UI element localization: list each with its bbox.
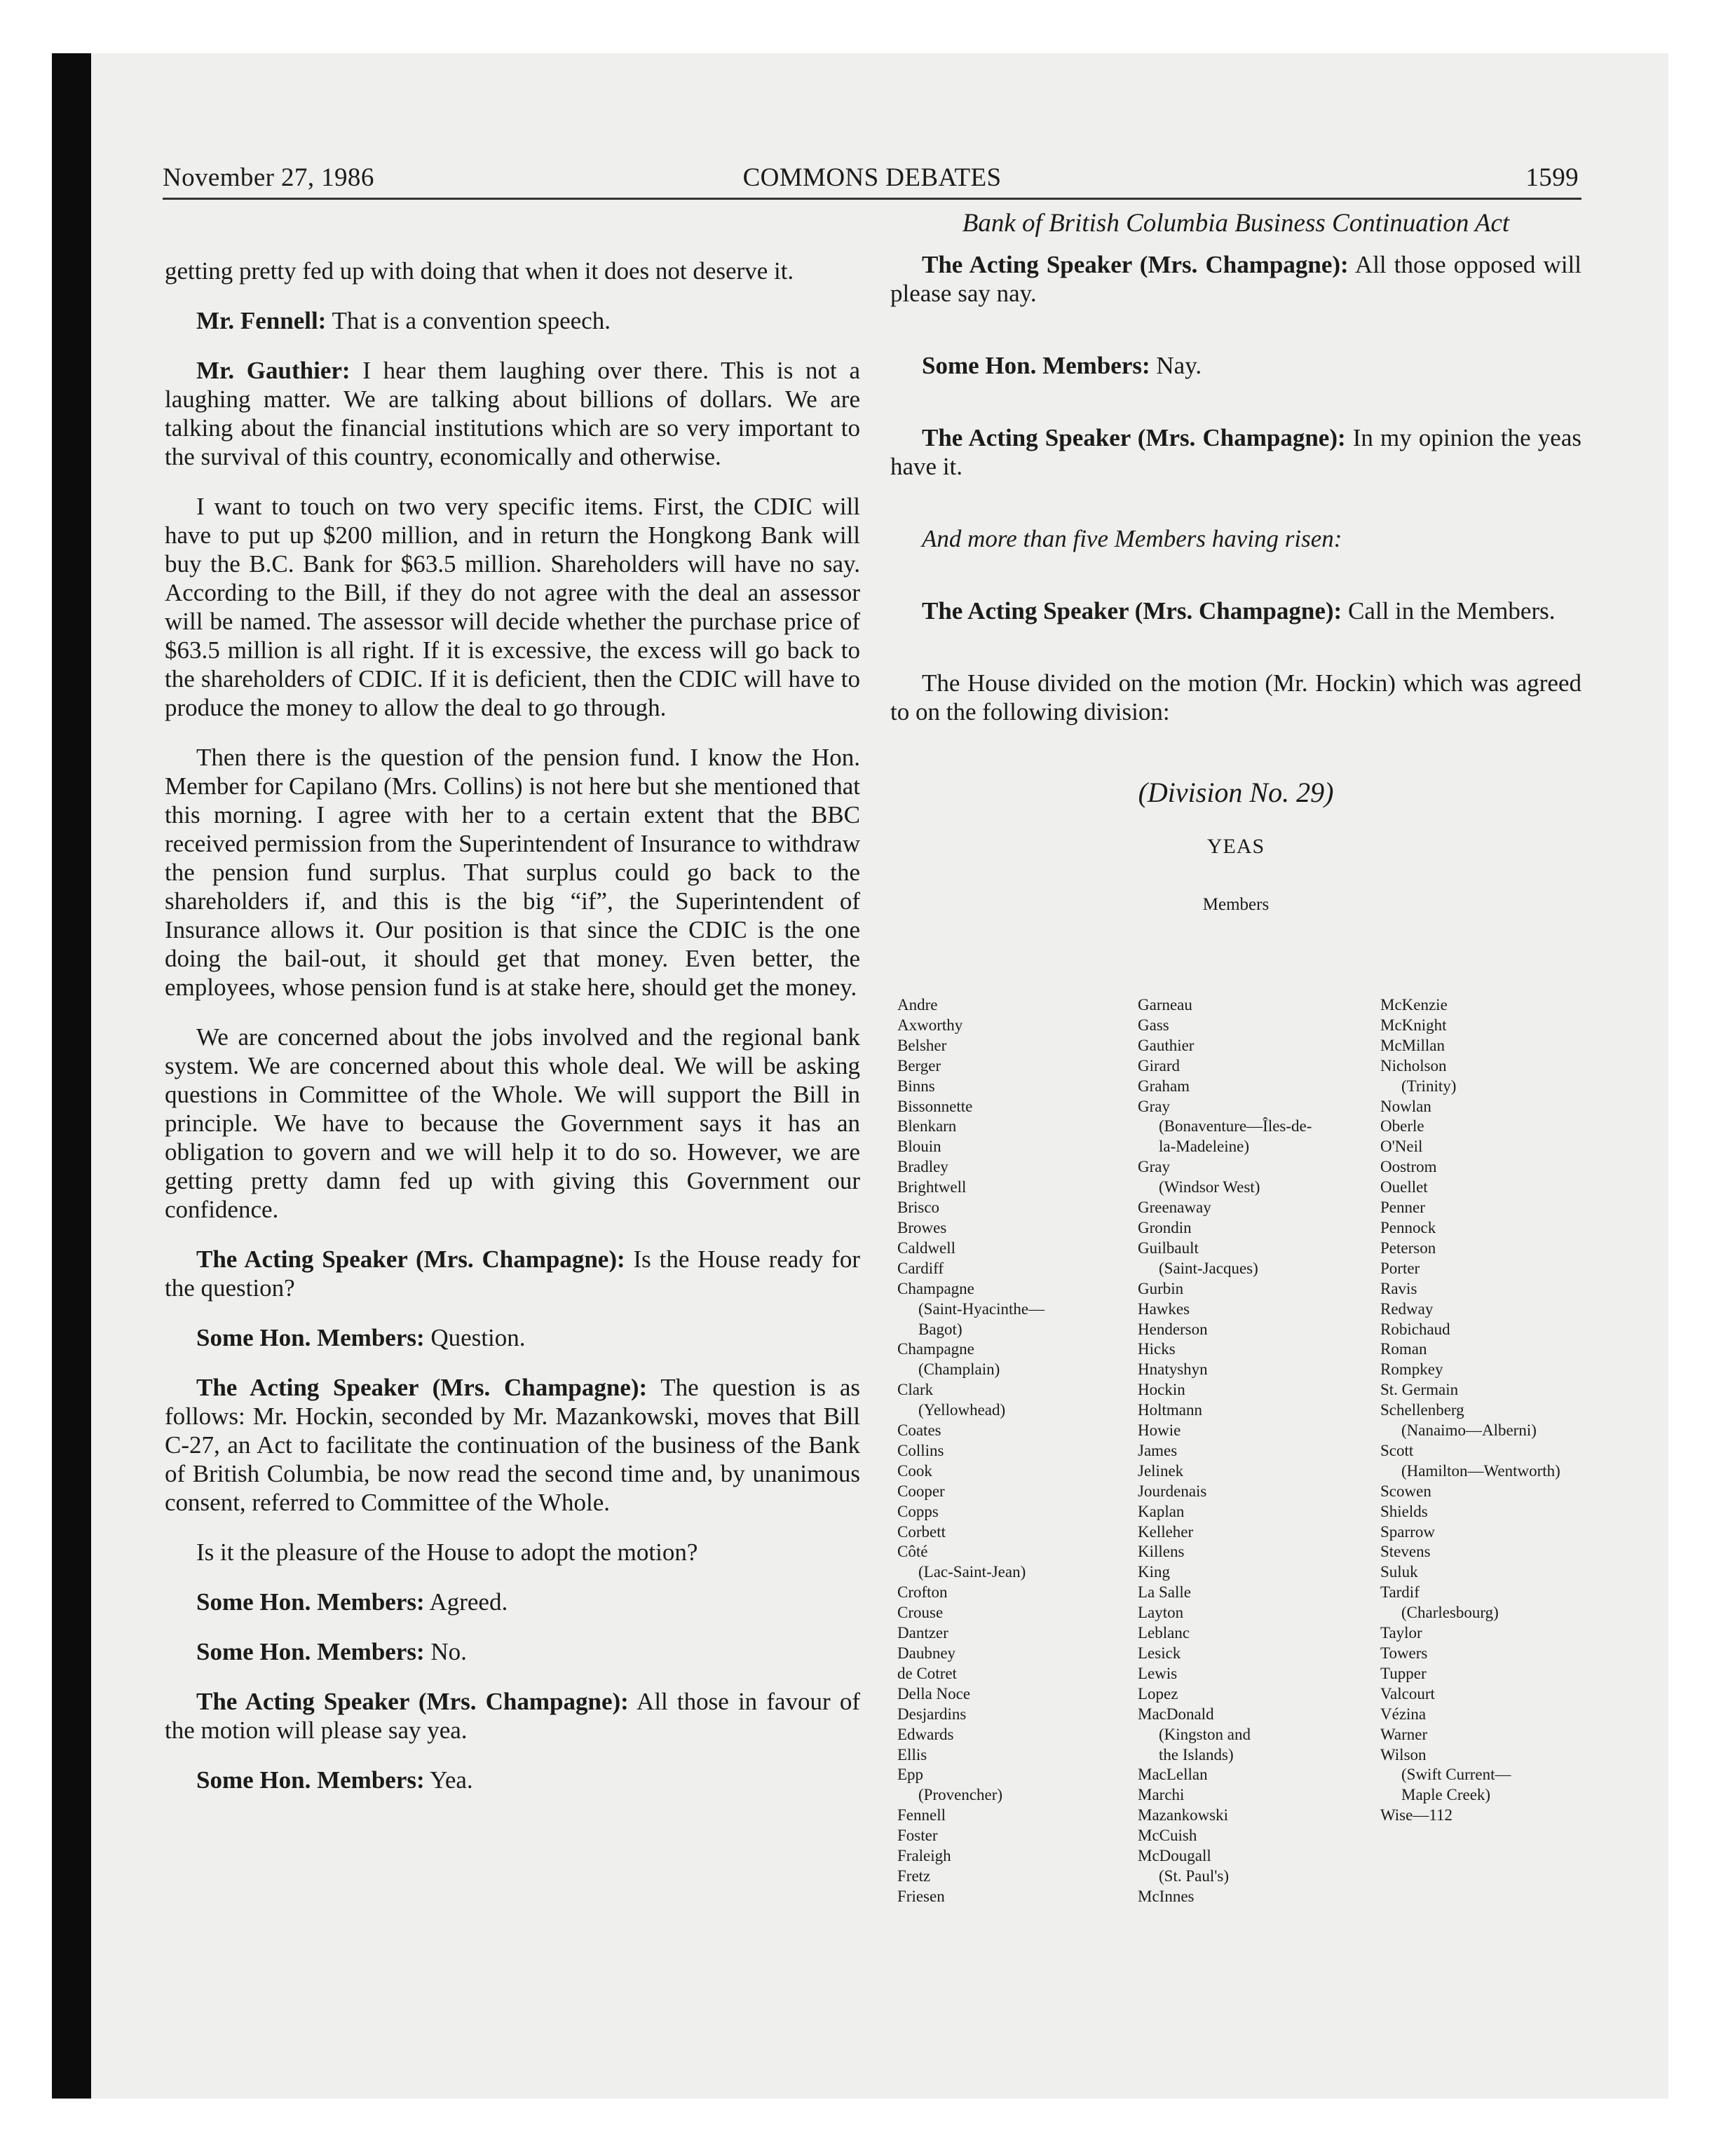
member-name: (Kingston and bbox=[1159, 1725, 1251, 1743]
member-name: Guilbault bbox=[1138, 1239, 1199, 1257]
members-heading: Members bbox=[1202, 895, 1270, 914]
member-name: the Islands) bbox=[1159, 1745, 1234, 1763]
speech: Agreed. bbox=[424, 1588, 508, 1616]
member-name: Layton bbox=[1138, 1604, 1184, 1622]
member-name: Gauthier bbox=[1138, 1036, 1195, 1054]
member-name: Bradley bbox=[897, 1158, 948, 1176]
member-name: la-Madeleine) bbox=[1159, 1138, 1249, 1156]
member-name: Ravis bbox=[1380, 1279, 1417, 1297]
paragraph: We are concerned about the jobs involved and the regional bank system. We are concerned about this whole deal. We will be asking questions in Committee of the Whole. We will support the Bill in principle. We have to because the Government says it has an obligation to govern and we will help it to do so. However, we are getting pretty damn fed up with giving this Government our confidence. bbox=[165, 1023, 860, 1223]
member-name: James bbox=[1138, 1441, 1178, 1459]
member-name: Roman bbox=[1380, 1340, 1427, 1358]
member-name: Côté bbox=[897, 1543, 928, 1561]
member-name: Fraleigh bbox=[897, 1847, 951, 1865]
paragraph bbox=[165, 1637, 860, 1666]
member-name: Copps bbox=[897, 1502, 939, 1520]
member-name: Caldwell bbox=[897, 1239, 956, 1257]
speaker: The Acting Speaker (Mrs. Champagne): bbox=[922, 424, 1346, 451]
member-name: Lewis bbox=[1138, 1664, 1178, 1682]
member-name: (Trinity) bbox=[1401, 1077, 1457, 1095]
header-date: November 27, 1986 bbox=[163, 163, 374, 192]
member-name: (Swift Current— bbox=[1401, 1766, 1511, 1784]
speech: Call in the Members. bbox=[1342, 597, 1556, 625]
left-column bbox=[165, 257, 860, 1794]
speaker: The Acting Speaker (Mrs. Champagne): bbox=[196, 1374, 648, 1401]
member-name: Kaplan bbox=[1138, 1502, 1185, 1520]
paragraph: The House divided on the motion (Mr. Hockin) which was agreed to on the following division: bbox=[890, 669, 1581, 725]
speech: In my opinion the yeas have it. bbox=[890, 424, 1581, 480]
member-name: Sparrow bbox=[1380, 1522, 1435, 1541]
speaker: The Acting Speaker (Mrs. Champagne): bbox=[196, 1688, 629, 1715]
member-name: Tardif bbox=[1380, 1583, 1420, 1602]
speaker: Some Hon. Members: bbox=[196, 1638, 425, 1665]
member-name: (Saint-Jacques) bbox=[1159, 1259, 1258, 1277]
member-name: Crouse bbox=[897, 1604, 944, 1622]
paragraph bbox=[165, 1766, 860, 1794]
speech: The question is as follows: Mr. Hockin, seconded by Mr. Mazankowski, moves that Bill C-27, an Act to facilitate the continuation of the business of the Bank of British Columbia, be now read the second time and, by unanimous consent, referred to Committee of the Whole. bbox=[165, 1374, 860, 1516]
member-name: Hicks bbox=[1138, 1340, 1176, 1358]
members-list-col2 bbox=[1138, 995, 1312, 1907]
member-name: Hockin bbox=[1138, 1381, 1185, 1399]
speech: All those opposed will please say nay. bbox=[890, 251, 1581, 307]
member-name: de Cotret bbox=[897, 1664, 957, 1682]
member-name: Browes bbox=[897, 1218, 947, 1236]
member-name: Valcourt bbox=[1380, 1684, 1435, 1703]
member-name: Pennock bbox=[1380, 1218, 1436, 1236]
member-name: Dantzer bbox=[897, 1624, 948, 1642]
member-name: Friesen bbox=[897, 1887, 945, 1905]
member-name: Champagne bbox=[897, 1340, 974, 1358]
member-name: Fennell bbox=[897, 1806, 946, 1824]
header-title: COMMONS DEBATES bbox=[742, 163, 1002, 192]
member-name: Desjardins bbox=[897, 1705, 967, 1723]
paragraph bbox=[165, 306, 860, 335]
speech: Question. bbox=[424, 1324, 526, 1351]
member-name: Leblanc bbox=[1138, 1624, 1190, 1642]
member-name: Shields bbox=[1380, 1502, 1428, 1520]
paragraph bbox=[165, 1245, 860, 1302]
member-name: Suluk bbox=[1380, 1563, 1418, 1581]
member-name: Graham bbox=[1138, 1077, 1190, 1095]
member-name: Axworthy bbox=[897, 1016, 963, 1034]
member-name: Hawkes bbox=[1138, 1299, 1190, 1318]
member-name: Killens bbox=[1138, 1543, 1185, 1561]
member-name: Gray bbox=[1138, 1097, 1170, 1115]
speaker: Some Hon. Members: bbox=[196, 1588, 425, 1616]
member-name: (Provencher) bbox=[918, 1786, 1003, 1804]
member-name: Brightwell bbox=[897, 1178, 967, 1196]
member-name: Blouin bbox=[897, 1138, 941, 1156]
member-name: Garneau bbox=[1138, 996, 1192, 1014]
speaker: Some Hon. Members: bbox=[196, 1324, 425, 1351]
member-name: (Nanaimo—Alberni) bbox=[1401, 1421, 1537, 1440]
member-name: Gurbin bbox=[1138, 1279, 1184, 1297]
member-name: St. Germain bbox=[1380, 1381, 1459, 1399]
speaker: Some Hon. Members: bbox=[922, 352, 1150, 379]
member-name: Ellis bbox=[897, 1745, 927, 1763]
member-name: Grondin bbox=[1138, 1218, 1192, 1236]
member-name: MacLellan bbox=[1138, 1766, 1208, 1784]
paragraph bbox=[165, 356, 860, 471]
member-name: Lopez bbox=[1138, 1684, 1178, 1703]
member-name: Vézina bbox=[1380, 1705, 1427, 1723]
member-name: McKnight bbox=[1380, 1016, 1447, 1034]
member-name: (Charlesbourg) bbox=[1401, 1604, 1499, 1622]
header-page-number: 1599 bbox=[1525, 163, 1579, 192]
member-name: McInnes bbox=[1138, 1887, 1195, 1905]
scan-black-edge bbox=[52, 53, 91, 2099]
member-name: Crofton bbox=[897, 1583, 948, 1602]
member-name: Gass bbox=[1138, 1016, 1169, 1034]
speech: Nay. bbox=[1150, 352, 1202, 379]
member-name: Redway bbox=[1380, 1299, 1434, 1318]
member-name: Edwards bbox=[897, 1725, 954, 1743]
member-name: (Windsor West) bbox=[1159, 1178, 1260, 1196]
member-name: (Lac-Saint-Jean) bbox=[918, 1563, 1026, 1581]
member-name: Stevens bbox=[1380, 1543, 1431, 1561]
member-name: Oberle bbox=[1380, 1117, 1424, 1135]
member-name: Henderson bbox=[1138, 1320, 1208, 1338]
paragraph bbox=[890, 250, 1581, 308]
member-name: Holtmann bbox=[1138, 1401, 1202, 1419]
member-name: Bagot) bbox=[918, 1320, 962, 1338]
paragraph bbox=[890, 351, 1581, 380]
division-title: (Division No. 29) bbox=[1138, 777, 1334, 808]
member-name: Mazankowski bbox=[1138, 1806, 1229, 1824]
member-name: Greenaway bbox=[1138, 1199, 1211, 1217]
paragraph: Is it the pleasure of the House to adopt the motion? bbox=[196, 1538, 698, 1566]
member-name: MacDonald bbox=[1138, 1705, 1214, 1723]
member-name: McMillan bbox=[1380, 1036, 1445, 1054]
member-name: Blenkarn bbox=[897, 1117, 957, 1135]
paragraph bbox=[890, 423, 1581, 481]
speech: That is a convention speech. bbox=[326, 307, 611, 334]
section-subtitle: Bank of British Columbia Business Continuation Act bbox=[962, 209, 1510, 238]
member-name: (Champlain) bbox=[918, 1360, 1000, 1379]
member-name: Cook bbox=[897, 1461, 932, 1480]
member-name: Andre bbox=[897, 996, 938, 1014]
member-name: Cooper bbox=[897, 1482, 945, 1500]
member-name: Robichaud bbox=[1380, 1320, 1450, 1338]
member-name: Corbett bbox=[897, 1522, 946, 1541]
member-name: Taylor bbox=[1380, 1624, 1422, 1642]
member-name: Binns bbox=[897, 1077, 935, 1095]
member-name: Oostrom bbox=[1380, 1158, 1437, 1176]
speaker: Mr. Fennell: bbox=[196, 307, 327, 334]
member-name: (Bonaventure—Îles-de- bbox=[1159, 1117, 1312, 1135]
member-name: Brisco bbox=[897, 1199, 940, 1217]
member-name: Clark bbox=[897, 1381, 934, 1399]
running-header bbox=[163, 161, 1581, 200]
speech: Is the House ready for the question? bbox=[165, 1246, 860, 1302]
paragraph: I want to touch on two very specific items. First, the CDIC will have to put up $200 million, and in return the Hongkong Bank will buy the B.C. Bank for $63.5 million. Shareholders will have no say. According to the Bill, if they do not agree with the deal an assessor will be named. The assessor will decide whether the purchase price of $63.5 million is all right. If it is excessive, the excess will go back to the shareholders of CDIC. If it is deficient, then the CDIC will have to produce the money to allow the deal to go through. bbox=[165, 493, 860, 721]
member-name: Maple Creek) bbox=[1401, 1786, 1491, 1804]
speech: Yea. bbox=[424, 1766, 473, 1794]
speaker: Mr. Gauthier: bbox=[196, 357, 351, 384]
right-column bbox=[890, 209, 1581, 919]
member-name: Marchi bbox=[1138, 1786, 1185, 1804]
member-name: Della Noce bbox=[897, 1684, 971, 1703]
member-name: Bissonnette bbox=[897, 1097, 973, 1115]
member-name: Girard bbox=[1138, 1056, 1181, 1074]
member-name: Lesick bbox=[1138, 1644, 1181, 1662]
paragraph: getting pretty fed up with doing that when it does not deserve it. bbox=[165, 257, 794, 285]
member-name: Towers bbox=[1380, 1644, 1428, 1662]
paragraph bbox=[165, 1588, 860, 1616]
member-name: Berger bbox=[897, 1056, 941, 1074]
member-name: Foster bbox=[897, 1827, 938, 1845]
member-name: King bbox=[1138, 1563, 1170, 1581]
member-name: Scott bbox=[1380, 1441, 1414, 1459]
member-name: Hnatyshyn bbox=[1138, 1360, 1208, 1379]
paragraph bbox=[890, 596, 1581, 625]
member-name: Schellenberg bbox=[1380, 1401, 1464, 1419]
member-name: Wilson bbox=[1380, 1745, 1427, 1763]
member-name: Coates bbox=[897, 1421, 941, 1440]
speech: All those in favour of the motion will please say yea. bbox=[165, 1688, 860, 1744]
member-name: Ouellet bbox=[1380, 1178, 1428, 1196]
member-name: Epp bbox=[897, 1766, 924, 1784]
member-name: Wise—112 bbox=[1380, 1806, 1452, 1824]
member-name: Jourdenais bbox=[1138, 1482, 1207, 1500]
member-name: (Yellowhead) bbox=[918, 1401, 1006, 1419]
yeas-heading: YEAS bbox=[1206, 835, 1265, 858]
member-name: Howie bbox=[1138, 1421, 1181, 1440]
member-name: Collins bbox=[897, 1441, 944, 1459]
member-name: McDougall bbox=[1138, 1847, 1211, 1865]
members-list-col3 bbox=[1380, 995, 1560, 1826]
paragraph bbox=[165, 1373, 860, 1517]
speaker: The Acting Speaker (Mrs. Champagne): bbox=[196, 1246, 625, 1273]
member-name: Rompkey bbox=[1380, 1360, 1443, 1379]
member-name: (Saint-Hyacinthe— bbox=[918, 1299, 1045, 1318]
member-name: Cardiff bbox=[897, 1259, 944, 1277]
member-name: Kelleher bbox=[1138, 1522, 1194, 1541]
member-name: Penner bbox=[1380, 1199, 1425, 1217]
member-name: Tupper bbox=[1380, 1664, 1427, 1682]
speaker: The Acting Speaker (Mrs. Champagne): bbox=[922, 597, 1342, 625]
speech: I hear them laughing over there. This is not a laughing matter. We are talking about billions of dollars. We are talking about the financial institutions which are so very important to the survival of this country, economically and otherwise. bbox=[165, 357, 860, 470]
member-name: Belsher bbox=[897, 1036, 947, 1054]
member-name: Champagne bbox=[897, 1279, 974, 1297]
member-name: O'Neil bbox=[1380, 1138, 1423, 1156]
member-name: Peterson bbox=[1380, 1239, 1436, 1257]
member-name: (St. Paul's) bbox=[1159, 1867, 1229, 1885]
member-name: McKenzie bbox=[1380, 996, 1448, 1014]
member-name: Warner bbox=[1380, 1725, 1428, 1743]
paragraph bbox=[165, 1323, 860, 1352]
member-name: La Salle bbox=[1138, 1583, 1191, 1602]
member-name: Gray bbox=[1138, 1158, 1170, 1176]
paragraph bbox=[165, 1687, 860, 1745]
member-name: Nowlan bbox=[1380, 1097, 1431, 1115]
paragraph: Then there is the question of the pension fund. I know the Hon. Member for Capilano (Mrs. Collins) is not here but she mentioned that this morning. I agree with her to a certain extent that the BBC received permission from the Superintendent of Insurance to withdraw the pension fund surplus. That surplus could go back to the shareholders if, and this is the big “if”, the Superintendent of Insurance allows it. Our position is that since the CDIC is the one doing the bail-out, it should get that money. Even better, the employees, whose pension fund is at stake here, should get the money. bbox=[165, 744, 860, 1001]
member-name: Jelinek bbox=[1138, 1461, 1184, 1480]
member-name: (Hamilton—Wentworth) bbox=[1401, 1461, 1560, 1480]
speech: No. bbox=[424, 1638, 467, 1665]
speaker: The Acting Speaker (Mrs. Champagne): bbox=[922, 251, 1349, 278]
speaker: Some Hon. Members: bbox=[196, 1766, 425, 1794]
member-name: Scowen bbox=[1380, 1482, 1431, 1500]
member-name: McCuish bbox=[1138, 1827, 1197, 1845]
stage-direction: And more than five Members having risen: bbox=[922, 525, 1342, 552]
member-name: Nicholson bbox=[1380, 1056, 1447, 1074]
member-name: Porter bbox=[1380, 1259, 1420, 1277]
members-list-col1 bbox=[897, 995, 1045, 1907]
member-name: Daubney bbox=[897, 1644, 956, 1662]
member-name: Fretz bbox=[897, 1867, 931, 1885]
